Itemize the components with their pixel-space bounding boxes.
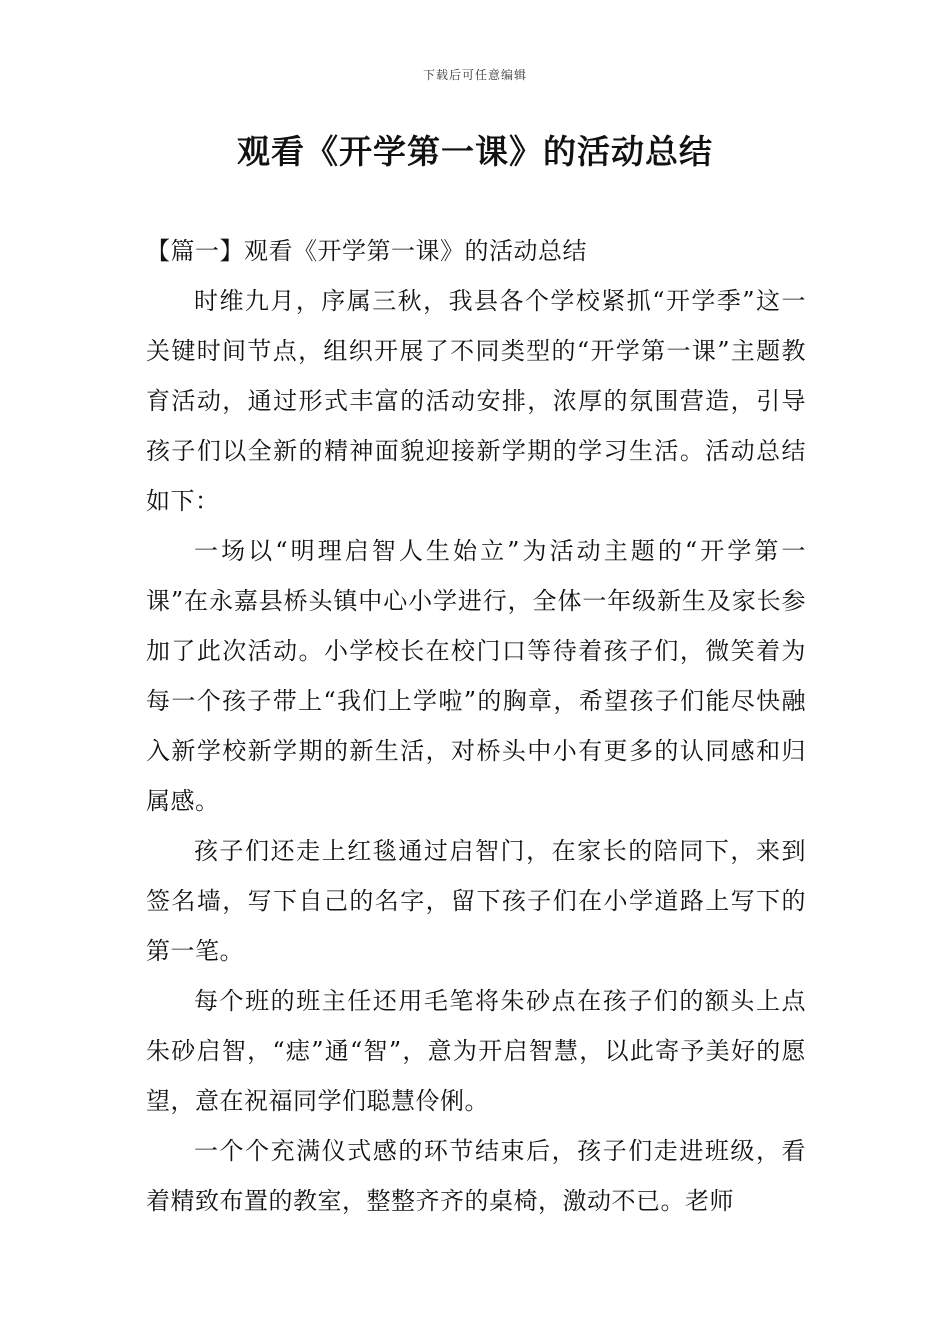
paragraph-5: 一个个充满仪式感的环节结束后，孩子们走进班级，看着精致布置的教室，整整齐齐的桌椅，激动不已。老师 <box>146 1137 806 1215</box>
document-title: 观看《开学第一课》的活动总结 <box>237 132 713 171</box>
document-body <box>146 226 806 1226</box>
header-note: 下载后可任意编辑 <box>422 68 527 82</box>
paragraph-1: 时维九月，序属三秋，我县各个学校紧抓“开学季”这一关键时间节点，组织开展了不同类型的“开学第一课”主题教育活动，通过形式丰富的活动安排，浓厚的氛围营造，引导孩子们以全新的精神面貌迎接新学期的学习生活。活动总结如下： <box>146 287 806 515</box>
paragraph-2: 一场以“明理启智人生始立”为活动主题的“开学第一课”在永嘉县桥头镇中心小学进行，全体一年级新生及家长参加了此次活动。小学校长在校门口等待着孩子们，微笑着为每一个孩子带上“我们上学啦”的胸章，希望孩子们能尽快融入新学校新学期的新生活，对桥头中小有更多的认同感和归属感。 <box>146 537 806 815</box>
paragraph-4: 每个班的班主任还用毛笔将朱砂点在孩子们的额头上点朱砂启智，“痣”通“智”，意为开启智慧，以此寄予美好的愿望，意在祝福同学们聪慧伶俐。 <box>146 987 806 1115</box>
paragraph-3: 孩子们还走上红毯通过启智门，在家长的陪同下，来到签名墙，写下自己的名字，留下孩子们在小学道路上写下的第一笔。 <box>146 837 806 965</box>
section-heading: 【篇一】观看《开学第一课》的活动总结 <box>146 237 587 265</box>
